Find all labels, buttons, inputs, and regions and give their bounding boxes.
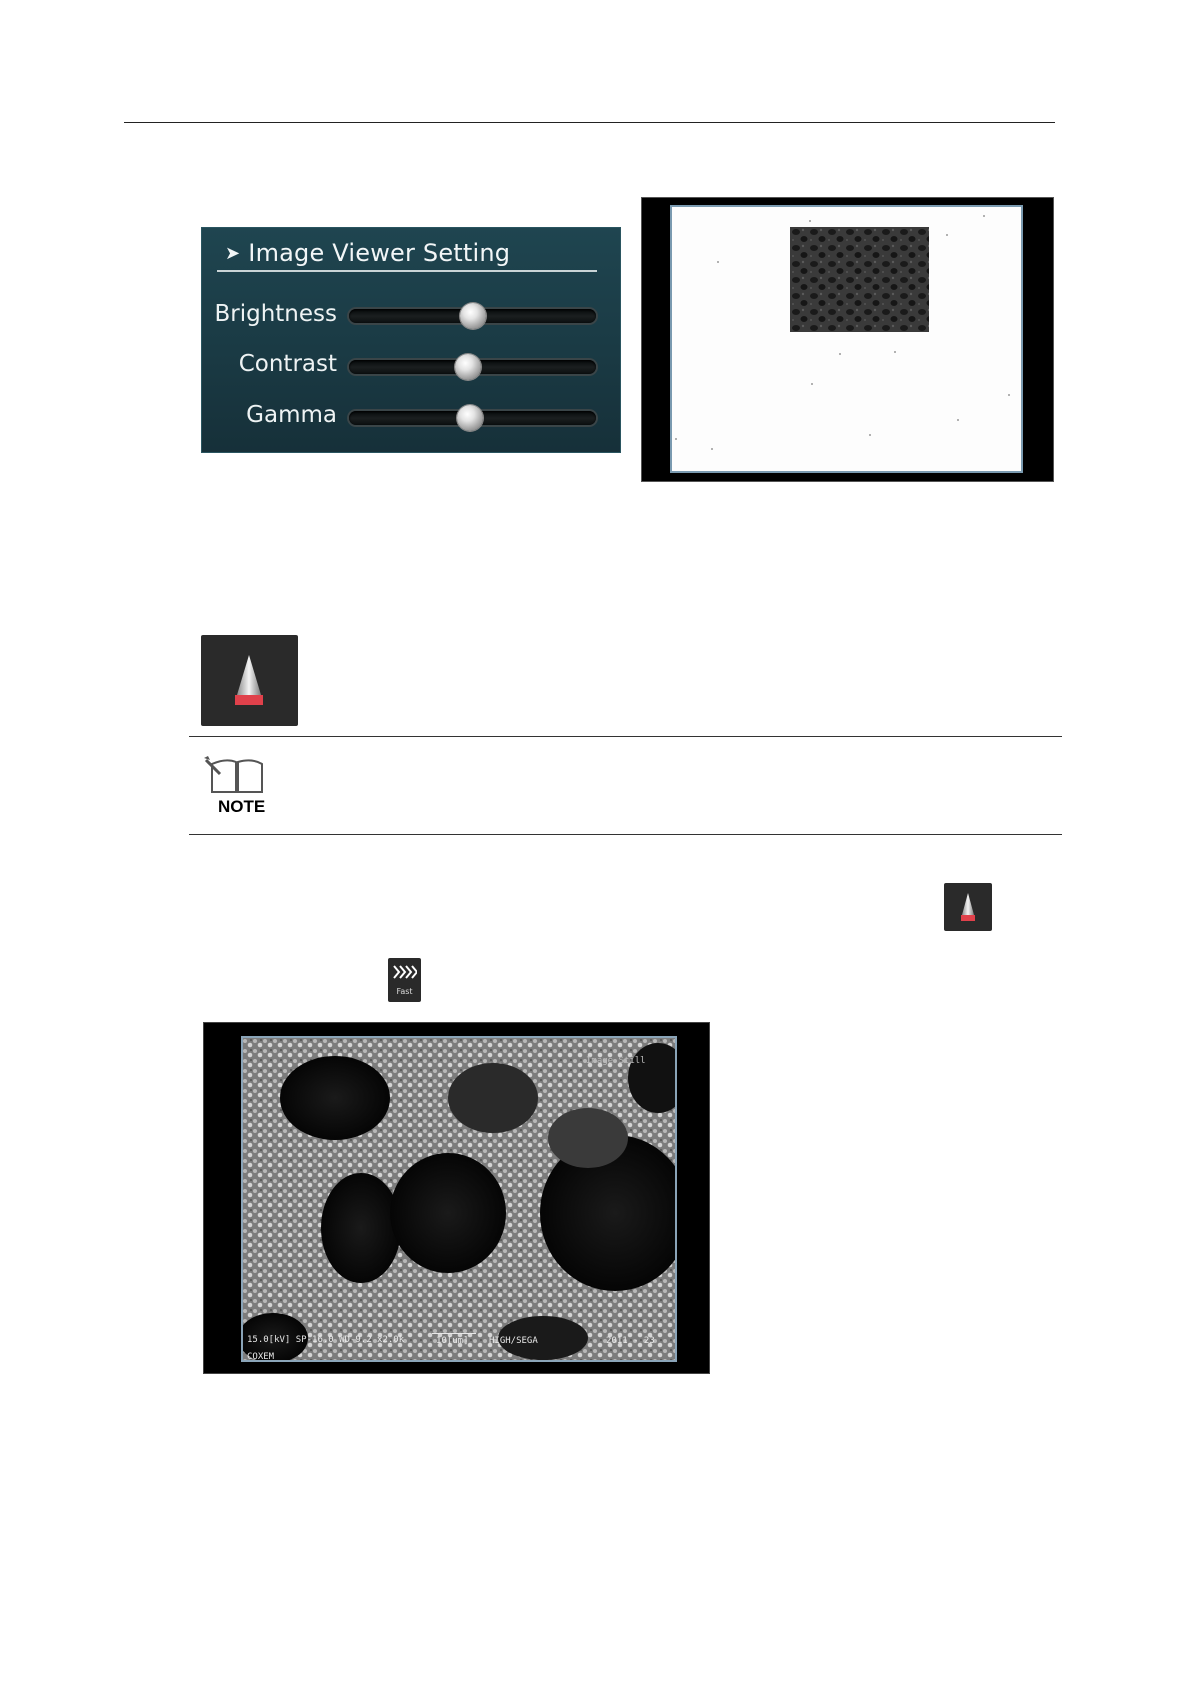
scale-label: 10[um] [436, 1336, 469, 1346]
scale-bar [432, 1333, 476, 1334]
brightness-label: Brightness [214, 301, 337, 327]
note-rule-top [189, 736, 1062, 737]
beam-icon[interactable] [201, 635, 298, 726]
porous-texture [790, 227, 929, 332]
panel-title: ➤ Image Viewer Setting [225, 239, 511, 267]
header-rule [124, 122, 1055, 123]
fast-scan-button[interactable] [388, 958, 421, 1002]
fast-forward-icon [392, 964, 417, 980]
brightness-slider-knob[interactable] [460, 303, 486, 329]
contrast-slider-knob[interactable] [455, 354, 481, 380]
overview-thumbnail [790, 227, 929, 332]
contrast-slider[interactable] [349, 360, 596, 374]
gamma-slider[interactable] [349, 411, 596, 425]
sem-porous-structure [243, 1038, 675, 1360]
mode-label: HIGH/SEGA [489, 1336, 538, 1346]
note-label: NOTE [218, 797, 266, 816]
sem-info-line: 15.0[kV] SP-16.0 WD-9.2 x2.0k [247, 1335, 405, 1345]
beam-cone-icon [944, 883, 992, 931]
sem-micrograph [243, 1038, 675, 1360]
overview-canvas [672, 207, 1021, 471]
brightness-slider[interactable] [349, 309, 596, 323]
sem-image-window [203, 1022, 710, 1374]
date-label: 2011 - 23 [606, 1336, 655, 1346]
note-rule-bottom [189, 834, 1062, 835]
title-underline [217, 270, 597, 272]
beam-icon-inline[interactable] [944, 883, 992, 931]
arrow-right-icon: ➤ [225, 243, 241, 264]
contrast-label: Contrast [238, 351, 337, 377]
beam-cone-icon [201, 635, 298, 726]
gamma-label: Gamma [246, 402, 337, 428]
image-viewer-setting-panel [201, 227, 621, 453]
image-status-label: Image Still [586, 1056, 646, 1066]
gamma-slider-knob[interactable] [457, 405, 483, 431]
fast-label: Fast [396, 987, 413, 996]
brand-label: COXEM [247, 1352, 275, 1362]
overview-image-window [641, 197, 1054, 482]
